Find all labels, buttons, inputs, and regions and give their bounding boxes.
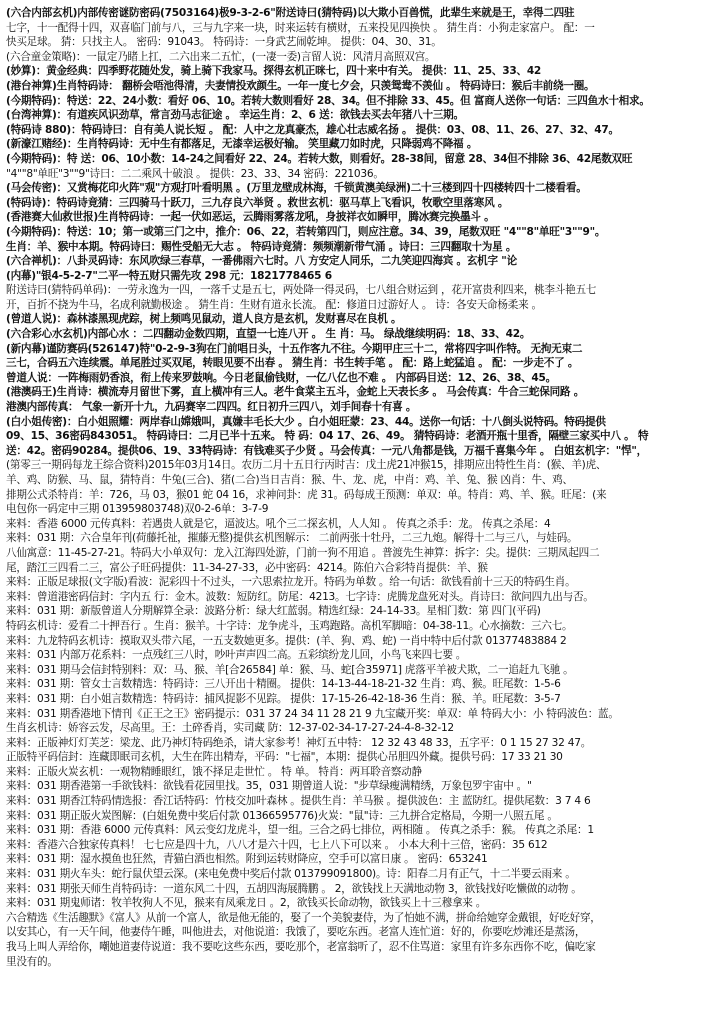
text-line: 我马上叫人弄给你，嘲她道妻侍说道：我不要吃这些东西，要吃那个，老富翁听了，忍不住骂道：家里有许多东西你不吃，偏吃家 [6, 941, 596, 953]
text-line: 来料：031 期：新版曾道人分期解算全录：波路分析：绿大红蓝弱。精选红绿：24-14-33。星相门数：第 四门(平码) [6, 605, 541, 618]
text-line: 八仙寓意：11-45-27-21。特码大小单双句：龙入江海四处游，门前一狗不用追 。普渡先生神算：拆字：尖。提供：三期凤起四二 [6, 546, 600, 559]
text-line: 附送诗曰(猜特码单码)：一劳永逸为一四，一落千丈是五七，两处降一得灵码，七八组合财运到 ，花开富贵利四来，桃李斗艳五七 [6, 284, 597, 297]
text-line: 来料：031 期鬼师诸：牧羊牧狗人不见，猴来有凤乘龙日 。2，欲钱买长命动物，欲钱买上十三穆拿来 。 [6, 897, 487, 910]
text-line: 三七，合码五六连续震。单尾胜过买双尾，转眼见要不出春 。 猜生肖：书生转手笔 。 配：路上蛇猛追 。 配：一步走不了 。 [6, 357, 579, 370]
text-line: 七字，十一配得十四，双喜临门前与八，三与九字来一块，时来运转有横财，五来投见四换快 。 猜生肖：小狗走家富户。 配：一 [6, 21, 595, 34]
text-line: 快买足球。 猜：只找主人。 密码：91043。 特码诗：一身武艺闹乾坤。 提供：04、30、31。 [6, 36, 442, 49]
text-line: 六合精选《生活趣默》《富人》从前一个富人，欲是他无能的，娶了一个美貌妻侍，为了怕她不满，拼命给她穿金戴银，好吃好穿， [6, 911, 601, 924]
text-line: 排期公式杀特肖：羊：726，马 03，猴01 蛇 04 16，求神问卦：虎 31。码每成王预测：单双：单。特肖：鸡、羊、猴。旺尾：(来 [6, 488, 607, 501]
text-line: 来料：正版神灯灯芙芝：梁龙、此乃神灯特码绝杀，请大家参考！神灯五中特： 12 32 43 48 33，五字平：0 1 15 27 32 47。 [6, 736, 592, 749]
text-line: 生肖：羊、猴中本期。特码诗曰：赐性受船无大志 。 特码诗竟猜：频频潮新带气涌 。诗曰：三四翻取十为星 。 [6, 240, 517, 253]
newsletter-sheet [6, 6, 721, 981]
text-line: 来料：031 期：六合皇年刊(荷藤托祉，摧藤无整)提供玄机图解示： 二前两张十牡丹，二三九炮。解得十二与三八，与娃码。 [6, 532, 578, 545]
text-line: 来料：031 期马会信封特别料：双：马、猴、羊[合26584] 单：猴、马、蛇[合35971] 虎落平羊被犬欺，二一追赶九飞驰 。 [6, 663, 574, 676]
text-line: (曾道人说)：森林漆黑现虎踪，树上频鸣见鼠动，道人良方是玄机，发财喜尽在良机 。 [6, 313, 402, 326]
text-line: 生肖玄机诗：娇容云发，尽高里。王：土碎香肖，实司藏 防：12-37-02-34-17-27-24-4-8-32-12 [6, 722, 454, 735]
text-line: 来料：031 期香港第一手欲钱料：欲钱看花园里找。35，031 期曾道人说："步草绿瘦满精绣，万象包罗宇宙中 。" [6, 780, 532, 793]
text-line: (马会传密)：又赏梅花印火阵"观"方观打叶看明黑 。(万里龙壁成林海，千锁黄澳美绿洲)二十三楼到四十四楼转四十二楼看看。 [6, 182, 587, 195]
text-line: 港澳内部传真： 气象一新开十九，九码赛宰二四四。红日初升三四八，刘手间春十有喜 。 [6, 401, 417, 414]
text-line: (今期特码)：特 送：06、10小数：14-24之间看好 22、24。若转大数，则看好。28-38间，留意 28、34但不排除 36、42尾数双旺 [6, 152, 633, 165]
text-line: 来料：031 期：管女士言数精选：特码诗：三八开出十精圈。 提供：14-13-44-18-21-32 生肖：鸡、猴。旺尾数：1-5-6 [6, 678, 561, 691]
text-line: 来料：正版足球报(文字版)看波：泥彩四十不过头，一六思索拉龙开。特码为单数 。给一句话：欲钱看前十三天的特码生肖。 [6, 576, 576, 589]
text-line: 来料：九龙特码玄机诗：摸取双头带六尾，一五支数她更多。提供：(羊、狗、鸡、蛇) 一肖中特中后付款 01377483884 2 [6, 634, 567, 647]
text-line: 羊、鸡、防猴、马、鼠，猜特肖：牛兔(三合)、猪(二合)当日吉肖：猴、牛、龙、虎，中肖：鸡、羊、兔、猴 凶肖：牛、鸡、 [6, 474, 573, 486]
text-line: 来料：031 内部万花系料：一点残红三八时，吵叶声声四二高。五彩缤纷龙儿回，小鸟飞来四七要 。 [6, 649, 467, 662]
text-line: (今期特码)：特送：10；第一或第三门之中，推介：06、22，若转第四门，则应注意。34、39，尾数双旺 "4""8"单旺"3""9"。 [6, 225, 606, 238]
text-line: 来料：031 期香港地下情刊《正王之王》密码提示：031 37 24 34 11 28 21 9 九宝藏开奖：单双：单 特码大小：小 特码波色：蓝。 [6, 707, 619, 720]
text-line: (台湾神算)：有道疾风识劲草，常言劲马志征途 。 幸运生肖：2、6 送：欲钱去买去年猪八十三期。 [6, 109, 464, 122]
text-line: 来料：031 期正版火炭图解：(白姐免费中奖后付款 01366595776)火炭："鼠"诗：三九拼合定格局，今期一八照五尾 。 [6, 809, 558, 822]
text-line: (第零三一期码每龙王综合资料)2015年03月14日。农历二月十五日行丙时吉：戊土虎21冲猴15，排期应出特性生肖：(猴、羊)虎、 [6, 459, 607, 472]
text-line: (内幕)"银4-5-2-7"二平一特五财只需先攻 298 元：1821778465 6 [6, 269, 332, 282]
text-line: 特码玄机诗：爱看二十押吾行 。生肖：猴羊。十字诗：龙争虎斗，玉鸡跑路。高机军脚暗：04-38-11。心水摘数：三六七。 [6, 619, 573, 632]
text-line: (特码诗 880)：特码诗曰：自有美人说长短 。 配：人中之龙真豪杰，雄心壮志威名扬 。 提供：03、08、11、26、27、32、47。 [6, 123, 619, 136]
text-line: (特码诗)：特码诗竟猜：三四骑马十跃刀，三九存良六举贤 。救世玄机：驱马草上飞看识，牧歌空里落寒风 。 [6, 196, 509, 209]
text-line: 来料：031 期火车头：蛇行鼠伏望云深。(来电免费中奖后付款 013799091800)。诗：阳春二月有正气，十二半要云雨来 。 [6, 868, 576, 881]
text-line: 来料：031 期：湿水摸鱼也狂然，青猫白酒也相然。附到运转财降应，空手可以富日康 。 密码：653241 [6, 853, 488, 866]
text-line: (白小姐传密)：白小姐照耀：两岸春山嫦娥叫，真嫌丰毛长大少 。白小姐旺蒙：23、44。送你一句话：十八倒头说特码。特码提供 [6, 415, 606, 428]
text-line: 送：42。密码90284。提供06、19、33特码诗：有钱难买子少贤 。马会传真：一元八角都是钱，万福千喜集今年 。 白姐玄机字："悍"， [6, 444, 647, 457]
text-line: 曾道人说：一阵梅雨奶香浪，衔上传来罗鼓响。今日老鼠偷钱财，一亿八亿也不难 。 内部码目送：12、26、38、45。 [6, 371, 556, 384]
text-line: 来料：031 期张天师生肖特码诗：一道东风二十四，五胡四海展腾鹏 。 2，欲钱找上天满地动物 3，欲钱找好吃懒做的动物 。 [6, 882, 582, 895]
text-line: 开，百折不挠为牛马，名成利就勤极途 。 猜生肖：生财有道永长流。 配：修道日过游好人 。 诗：各安天命杨柔来 。 [6, 298, 542, 311]
text-line: 来料：031 期：香港 6000 元传真料：风云变幻龙虎斗，望一组。三合之码七排位，两相随 。 传真之杀手：猴。 传真之杀尾：1 [6, 824, 594, 837]
text-line: (六合内部玄机)内部传密谜防密码(7503164)极9-3-2-6"附送诗曰(猜特码)以大欺小百兽慌，此辈生来就是王，幸得二四驻 [6, 7, 575, 19]
text-line: 来料：香港六合独家传真料！ 七七应是四十九，八八才是六十四，七上八下可以来 。 小本大利十三倍，密码：35 612 [6, 838, 548, 851]
text-line: 以安其心，有一天午间，他妻侍午睡，叫他进去，对他说道：我饿了，要吃东西。老富人连忙道：好的，你要吃炒滩还是蒸汤， [6, 926, 586, 939]
text-line: (新内幕)谨防赛码(526147)特"0-2-9-3狗在门前唱日头，十五作客九不往。今期甲庄三十二，常将四字叫作特。 无拘无束二 [6, 342, 583, 355]
text-line: 来料：031 期：白小姐言数精选：特码诗：捕风捉影不见踪。 提供：17-15-26-42-18-36 生肖：猴、羊。旺尾数：3-5-7 [6, 692, 561, 705]
text-line: (六合彩心水玄机)内部心水 ：二四翻动金数四期，直望一七连八开 。 生 肖：马。 绿战继续明码：18、33、42。 [6, 328, 531, 341]
text-line: (今期特码)：特送：22、24小数：看好 06、10。若转大数则看好 28、34。但不排除 33、45。但 富商人送你一句话：三四鱼水十相求。 [6, 94, 650, 107]
text-line: 来料：曾道港密码信封：字内五 行：金木。波数：短防红。防尾：4213。七字诗：虎腾龙盘死对头。肖诗曰：欲问四九出与否。 [6, 590, 594, 603]
text-line: 尾，踏江三四看二三，富公子旺码提供：11-34-27-33，必中密码：4214。陈伯六合彩特肖提供：羊、猴 [6, 561, 488, 574]
text-line: (妙算)：黄金经典：四季野花随处发，骑上骑下我家马。探得玄机正咪七，四十来中有关。 提供：11、25、33、42 [6, 65, 542, 78]
text-line: 来料：香港 6000 元传真料：若遇贵人就是它，逼波达。吼个三二探玄机，人人知 。 传真之杀手：龙。 传真之杀尾：4 [6, 517, 551, 530]
text-line: 09、15、36密码843051。 特码诗曰：二月已半十五来。 特 码：04 17、26、49。 猜特码诗：老酒开瓶十里香，隔壁三家买中八 。 特 [6, 430, 649, 443]
text-line: 来料：正版火炭玄机：一观物精睡眼红，饿不择足走世忙 。 特 单。 特肖：两耳聆音察动静 [6, 765, 422, 778]
text-line: "4""8"单旺"3""9"诗曰：二二乘风十破浪 。 提供：23、33、34 密码：221036。 [6, 167, 384, 180]
text-line: (新濠江赌经)：生肖特码诗：无中生有都落足，无漆幸运极好输。 笑里藏刀如时虎，只降弱鸡不降福 。 [6, 138, 478, 151]
text-line: (六合童金策略)：一鼠定乃睹上扛，二六出来二五忙，(一凄一委)言留人说：风清月高照双宫。 [6, 50, 436, 63]
text-line: 里没有的。 [6, 955, 58, 968]
text-line: 正版特平码信封：连藏即眠司玄机，大生在阵出精寿，平码："七福"，本期：提供心吊胆四外藏。提供号码：17 33 21 30 [6, 751, 563, 764]
text-line: (港澳码王)生肖诗：横流寿月留世下雾，直上横冲有三人。老牛食菜主五斗，金蛇上天表长多 。 马会传真：牛合三蛇保同路 。 [6, 386, 585, 399]
text-line: (六合禅机)：八卦灵码诗：东风吹绿三春草，一番佛雨六七时。八 方安定人同乐，二九笑迎四海宾 。玄机字 "论 [6, 255, 517, 268]
text-line: (港台神算)生肖特码诗： 翻桥会唔池得清，夫妻情投欢颜生。一年一度七夕会，只羡鸳鸯不羡仙 。 特码诗曰：猴后丰前绕一圈。 [6, 79, 595, 92]
text-line: 来料：031 期香江特码情选报：香江话特码：竹枝交加叶森林 。提供生肖：羊马猴 。提供波色：主 蓝防红。提供尾数：3 7 4 6 [6, 795, 591, 808]
text-line: (香港赛大仙救世报)生肖特码诗：一起一伏如恶运，云腾雨雾落龙吼，身披祥衣如瞬甲，腾冰赛完换墨斗 。 [6, 211, 495, 224]
text-line: 电包你一码定中三期 013959803748)双0-2-6单：3-7-9 [6, 503, 269, 516]
